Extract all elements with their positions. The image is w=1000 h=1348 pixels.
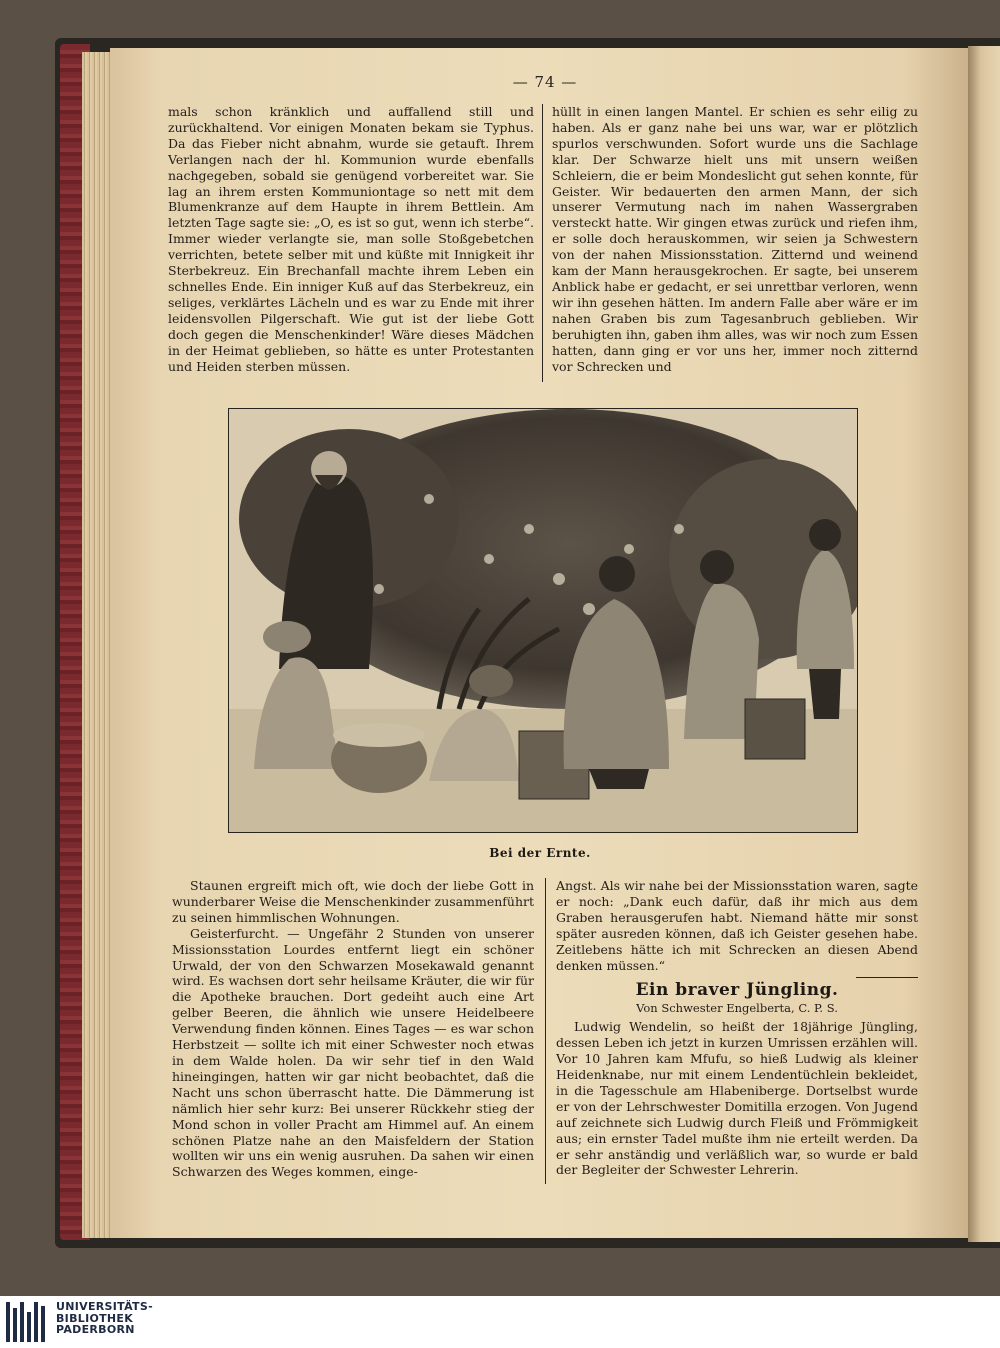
right-top-column bbox=[552, 104, 918, 387]
paragraph: hüllt in einen langen Mantel. Er schien es sehr eilig zu haben. Als er ganz nahe bei uns war, war er plötzlich spurlos verschwunden. Sofort wurde uns die Sachlage klar. Der Schwarze hielt uns mit unsern weißen Schleiern, die er beim Mondeslicht gut sehen konnte, für Geister. Wir bedauerten den armen Mann, der sich unserer Vermutung nach im nahen Wassergraben versteckt hatte. Wir gingen etwas zurück und riefen ihm, er solle doch herauskommen, wir seien ja Schwestern von der nahen Missionsstation. Zitternd und weinend kam der Mann herausgekrochen. Er sagte, bei unserem Anblick habe er gedacht, er sei unrettbar verloren, wenn wir ihn gesehen hätten. Im andern Falle aber wäre er im nahen Graben bis zum Tagesanbruch geblieben. Wir beruhigten ihn, gaben ihm alles, was wir noch zum Essen hatten, dann ging er vor uns her, immer noch zitternd vor Schrecken und bbox=[552, 104, 918, 374]
paragraph: mals schon kränklich und auffallend still und zurückhaltend. Vor einigen Monaten bekam sie Typhus. Da das Fieber nicht abnahm, wurde sie getauft. Ihrem Verlangen nach der hl. Kommunion wurde ebenfalls nachgegeben, sobald sie genügend vorbereitet war. Sie lag an ihrem ersten Kommuniontage so nett mit dem Blumenkranze auf dem Haupte in ihrem Bettlein. Am letzten Tage sagte sie: „O, es ist so gut, wenn ich sterbe“. Immer wieder verlangte sie, man solle Stoßgebetchen verrichten, betete selber mit und küßte mit Innigkeit ihr Sterbekreuz. Ein Brechanfall machte ihrem Leben ein schnelles Ende. Ein inniger Kuß auf das Sterbekreuz, ein seliges, verklärtes Lächeln und es war zu Ende mit ihrer leidensvollen Pilgerschaft. Wie gut ist der liebe Gott doch gegen die Menschenkinder! Wäre dieses Mädchen in der Heimat geblieben, so hätte es unter Protestanten und Heiden sterben müssen. bbox=[168, 104, 534, 374]
page-number: — 74 — bbox=[512, 73, 578, 91]
photo-illustration bbox=[229, 409, 857, 832]
paragraph: Staunen ergreift mich oft, wie doch der liebe Gott in wunderbarer Weise die Menschenkinder zusammenführt zu seinen himmlischen Wohnungen. bbox=[172, 878, 534, 925]
paragraph: Ludwig Wendelin, so heißt der 18jährige Jüngling, dessen Leben ich jetzt in kurzen Umrissen erzählen will. Vor 10 Jahren kam Mfufu, so hieß Ludwig als kleiner Heidenknabe, nur mit einem Lendentüchlein bekleidet, in die Tagesschule am Hlabeniberge. Dortselbst wurde er von der Lehrschwester Domitilla erzogen. Von Jugend auf zeichnete sich Ludwig durch Fleiß und Frömmigkeit aus; ein ernster Tadel mußte ihm nie erteilt werden. Da er sehr anständig und verläßlich war, so wurde er bald der Begleiter der Schwester Lehrerin. bbox=[556, 1019, 918, 1178]
library-name-line: UNIVERSITÄTS- bbox=[56, 1300, 153, 1313]
article-byline: Von Schwester Engelberta, C. P. S. bbox=[636, 1001, 838, 1016]
right-bottom-column bbox=[556, 878, 918, 1190]
facing-page-edge bbox=[968, 46, 1000, 1242]
column-divider bbox=[542, 104, 543, 382]
left-top-column bbox=[168, 104, 534, 387]
paragraph: Geisterfurcht. — Ungefähr 2 Stunden von unserer Missionsstation Lourdes entfernt liegt ein schöner Urwald, der von den Schwarzen Mosekawald genannt wird. Es wachsen dort sehr heilsame Kräuter, die wir für die Apotheke brauchen. Dort gedeiht auch eine Art gelber Beeren, die ähnlich wie unsere Heidelbeere Verwendung finden können. Eines Tages — es war schon Herbstzeit — sollte ich mit einer Schwester noch etwas in dem Walde holen. Da wir sehr tief in den Wald hineingingen, hatten wir gar nicht beobachtet, daß die Nacht uns schon überrascht hatte. Die Dämmerung ist nämlich hier sehr kurz: Bei unserer Rückkehr stieg der Mond schon in voller Pracht am Himmel auf. An einem schönen Platze nahe an den Maisfeldern der Station wollten wir uns ein wenig ausruhen. Da sahen wir einen Schwarzen des Weges kommen, einge- bbox=[172, 925, 534, 1180]
photo-caption: Bei der Ernte. bbox=[489, 846, 591, 860]
crate bbox=[745, 699, 805, 759]
article-title: Ein braver Jüngling. bbox=[635, 980, 839, 1001]
library-name-line: PADERBORN bbox=[56, 1323, 135, 1336]
library-logo-icon bbox=[6, 1302, 50, 1342]
column-divider bbox=[545, 878, 546, 1184]
left-bottom-column bbox=[172, 878, 534, 1188]
library-name-line: BIBLIOTHEK bbox=[56, 1311, 134, 1325]
harvest-photograph bbox=[228, 408, 858, 833]
library-name bbox=[56, 1301, 153, 1336]
paragraph: Angst. Als wir nahe bei der Missionsstation waren, sagte er noch: „Dank euch dafür, daß ihr mich aus dem Graben herausgerufen habt. Niemand hätte mir sonst später ausreden können, daß ich Geister gesehen habe. Zeitlebens hätte ich mit Schrecken an diesen Abend denken müssen.“ bbox=[556, 878, 918, 973]
article-separator bbox=[856, 977, 918, 978]
